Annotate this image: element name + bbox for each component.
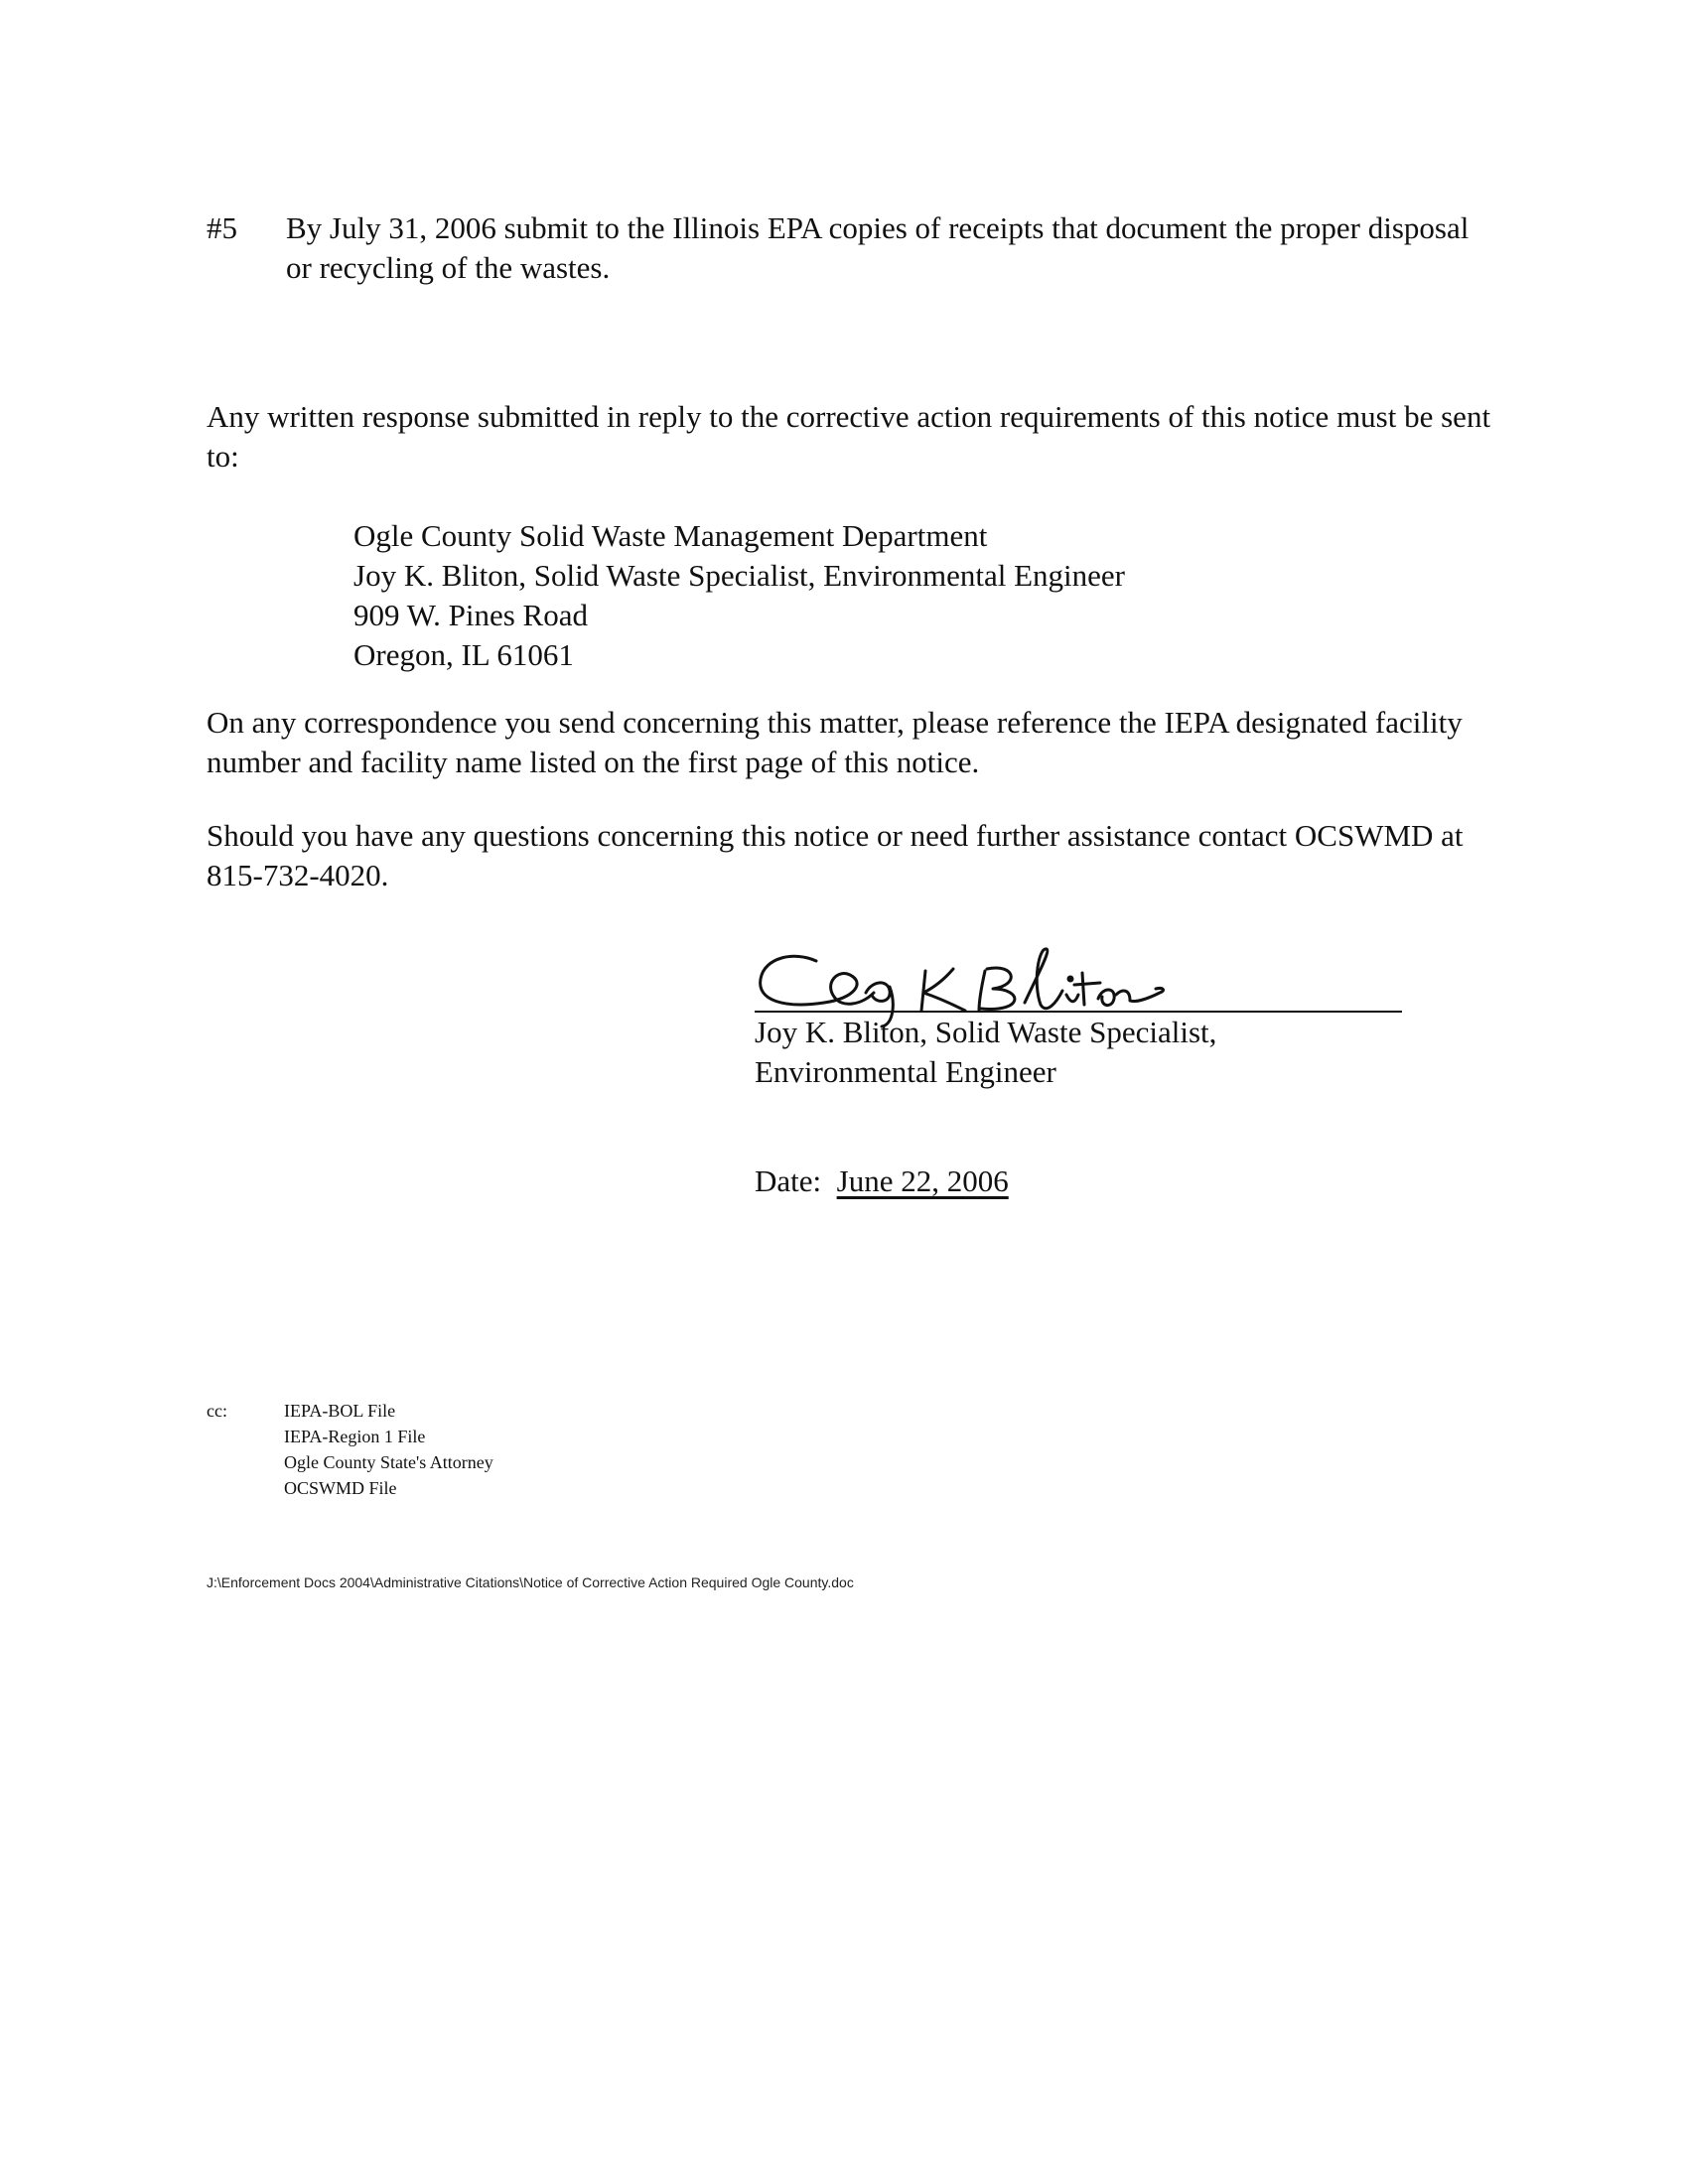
mailing-address	[353, 516, 1125, 675]
address-line-contact: Joy K. Bliton, Solid Waste Specialist, Environmental Engineer	[353, 558, 1125, 593]
address-line-department: Ogle County Solid Waste Management Department	[353, 518, 988, 553]
item-text: By July 31, 2006 submit to the Illinois EPA copies of receipts that document the proper disposal or recycling of the wastes.	[286, 210, 1470, 285]
cc-recipient: IEPA-Region 1 File	[284, 1427, 426, 1446]
date-value: June 22, 2006	[836, 1163, 1009, 1198]
response-instructions-paragraph: Any written response submitted in reply to the corrective action requirements of this notice must be sent to:	[207, 399, 1491, 474]
date-line	[755, 1161, 1009, 1201]
signatory-name: Joy K. Bliton, Solid Waste Specialist,	[755, 1015, 1217, 1049]
item-number: #5	[207, 210, 237, 245]
questions-paragraph: Should you have any questions concerning this notice or need further assistance contact OCSWMD at 815-732-4020.	[207, 818, 1464, 892]
correspondence-paragraph: On any correspondence you send concerning this matter, please reference the IEPA designated facility number and facility name listed on the first page of this notice.	[207, 705, 1463, 779]
signatory-title: Environmental Engineer	[755, 1054, 1056, 1089]
file-path-footer: J:\Enforcement Docs 2004\Administrative Citations\Notice of Corrective Action Required Ogle County.doc	[207, 1574, 854, 1590]
cc-recipient: OCSWMD File	[284, 1478, 397, 1498]
cc-recipient: IEPA-BOL File	[284, 1401, 396, 1421]
cc-label: cc:	[207, 1401, 227, 1421]
address-line-street: 909 W. Pines Road	[353, 598, 588, 632]
date-label: Date:	[755, 1163, 822, 1198]
cc-recipient: Ogle County State's Attorney	[284, 1452, 493, 1472]
address-line-city: Oregon, IL 61061	[353, 637, 574, 672]
cc-recipient-list	[284, 1398, 493, 1501]
